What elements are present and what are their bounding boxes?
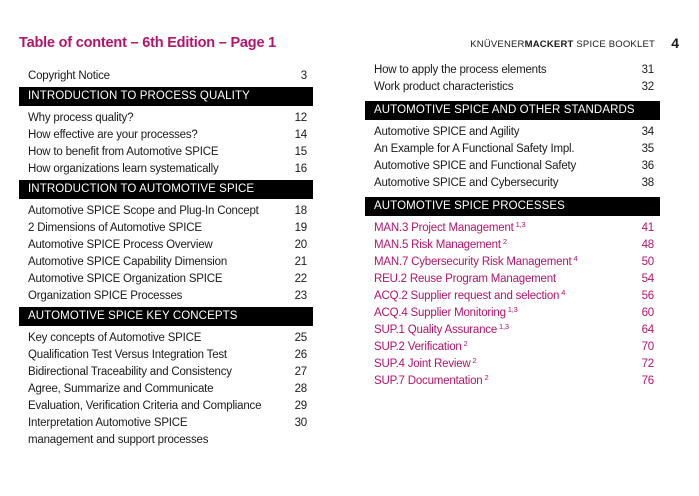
toc-entry[interactable] [365, 175, 660, 192]
toc-entry-page: 41 [641, 222, 654, 234]
toc-entry-label: Organization SPICE Processes [28, 290, 183, 302]
toc-entry[interactable] [19, 330, 313, 347]
toc-entry-page: 50 [641, 256, 654, 268]
toc-entry[interactable] [365, 124, 660, 141]
toc-entry-page: 64 [641, 324, 654, 336]
section-heading: AUTOMOTIVE SPICE KEY CONCEPTS [19, 307, 313, 326]
toc-entry-label: Automotive SPICE Capability Dimension [28, 256, 228, 268]
toc-entry-label: Interpretation Automotive SPICE [28, 417, 188, 429]
toc-entry-page: 20 [294, 239, 307, 251]
toc-entry-label: Automotive SPICE and Agility [374, 126, 520, 138]
toc-entry-process[interactable] [365, 322, 660, 339]
toc-entry-page: 16 [294, 163, 307, 175]
toc-entry[interactable] [19, 415, 313, 432]
page-number: 4 [671, 35, 679, 51]
toc-entry-page: 23 [294, 290, 307, 302]
toc-entry-label: SUP.2 Verification [374, 341, 462, 353]
toc-right-column [365, 62, 660, 390]
toc-entry-label: Bidirectional Traceability and Consistency [28, 366, 232, 378]
section-heading: INTRODUCTION TO AUTOMOTIVE SPICE [19, 180, 313, 199]
toc-title: Table of content – 6th Edition – Page 1 [19, 35, 276, 51]
toc-entry[interactable] [19, 144, 313, 161]
toc-entry-page: 3 [300, 70, 307, 82]
toc-entry-process[interactable] [365, 339, 660, 356]
toc-entry-process[interactable] [365, 237, 660, 254]
toc-entry-process[interactable] [365, 288, 660, 305]
toc-entry-process[interactable] [365, 373, 660, 390]
brand-part-2: MACKERT [524, 39, 574, 50]
toc-entry-label: Key concepts of Automotive SPICE [28, 332, 202, 344]
brand-part-1: KNÜVENER [470, 39, 525, 50]
toc-entry[interactable] [19, 237, 313, 254]
toc-entry-page: 26 [294, 349, 307, 361]
toc-entry-label: Evaluation, Verification Criteria and Compliance [28, 400, 262, 412]
toc-entry-label: SUP.7 Documentation [374, 375, 483, 387]
toc-entry-page: 54 [641, 273, 654, 285]
toc-entry[interactable] [19, 203, 313, 220]
toc-entry-label: management and support processes [28, 434, 209, 446]
toc-entry-label: ACQ.2 Supplier request and selection [374, 290, 560, 302]
toc-entry-page: 36 [641, 160, 654, 172]
toc-entry-page: 30 [294, 417, 307, 429]
toc-entry-page: 29 [294, 400, 307, 412]
toc-entry-page: 76 [641, 375, 654, 387]
toc-entry-page: 25 [294, 332, 307, 344]
toc-entry-label: How organizations learn systematically [28, 163, 219, 175]
toc-entry-label: Work product characteristics [374, 81, 514, 93]
footnote-ref: 2 [472, 356, 477, 365]
toc-entry[interactable] [365, 158, 660, 175]
toc-entry-page: 48 [641, 239, 654, 251]
toc-entry-label: SUP.1 Quality Assurance [374, 324, 498, 336]
toc-entry[interactable] [365, 79, 660, 96]
toc-entry-label: An Example for A Functional Safety Impl. [374, 143, 575, 155]
toc-entry-page: 35 [641, 143, 654, 155]
toc-entry[interactable] [19, 364, 313, 381]
toc-entry-label: Automotive SPICE and Functional Safety [374, 160, 577, 172]
toc-entry[interactable] [365, 62, 660, 79]
toc-entry-process[interactable] [365, 254, 660, 271]
toc-entry-page: 72 [641, 358, 654, 370]
toc-entry-page: 28 [294, 383, 307, 395]
toc-entry-page: 70 [641, 341, 654, 353]
toc-entry-label: How to benefit from Automotive SPICE [28, 146, 219, 158]
toc-entry-label: ACQ.4 Supplier Monitoring [374, 307, 506, 319]
toc-entry-label: How effective are your processes? [28, 129, 198, 141]
toc-entry-label: MAN.3 Project Management [374, 222, 514, 234]
toc-entry-process[interactable] [365, 356, 660, 373]
toc-entry-page: 27 [294, 366, 307, 378]
toc-entry-label: Qualification Test Versus Integration Test [28, 349, 227, 361]
footnote-ref: 1,3 [499, 322, 509, 331]
toc-entry[interactable] [19, 288, 313, 305]
toc-entry-label: SUP.4 Joint Review [374, 358, 471, 370]
toc-left-column [19, 68, 313, 449]
toc-entry[interactable] [19, 398, 313, 415]
toc-entry-label: Copyright Notice [28, 70, 110, 82]
toc-entry[interactable] [19, 161, 313, 178]
toc-entry[interactable] [19, 127, 313, 144]
toc-entry-label: MAN.5 Risk Management [374, 239, 501, 251]
toc-entry-page: 14 [294, 129, 307, 141]
toc-entry-continuation[interactable] [19, 432, 313, 449]
toc-entry-label: Why process quality? [28, 112, 134, 124]
footnote-ref: 1,3 [507, 305, 518, 314]
toc-entry-label: How to apply the process elements [374, 64, 547, 76]
toc-entry[interactable] [365, 141, 660, 158]
footnote-ref: 2 [484, 373, 489, 382]
toc-entry[interactable] [19, 271, 313, 288]
footnote-ref: 2 [463, 339, 468, 348]
toc-entry-label: MAN.7 Cybersecurity Risk Management [374, 256, 572, 268]
section-heading: AUTOMOTIVE SPICE PROCESSES [365, 197, 660, 216]
toc-entry-page: 18 [294, 205, 307, 217]
toc-entry[interactable] [19, 347, 313, 364]
toc-entry-page: 19 [294, 222, 307, 234]
toc-entry-page: 31 [641, 64, 654, 76]
section-heading: INTRODUCTION TO PROCESS QUALITY [19, 87, 313, 106]
toc-entry-process[interactable] [365, 305, 660, 322]
toc-entry-label: Agree, Summarize and Communicate [28, 383, 214, 395]
toc-entry-page: 22 [294, 273, 307, 285]
toc-entry-page: 38 [641, 177, 654, 189]
toc-entry-label: Automotive SPICE Process Overview [28, 239, 213, 251]
toc-entry-label: Automotive SPICE and Cybersecurity [374, 177, 559, 189]
toc-entry-page: 21 [294, 256, 307, 268]
toc-entry-label: REU.2 Reuse Program Management [374, 273, 556, 285]
footnote-ref: 4 [573, 254, 578, 263]
toc-entry[interactable] [19, 110, 313, 127]
toc-entry-page: 56 [641, 290, 654, 302]
toc-entry[interactable] [19, 220, 313, 237]
brand-part-3: SPICE BOOKLET [573, 39, 655, 50]
toc-entry-label: Automotive SPICE Organization SPICE [28, 273, 223, 285]
toc-entry[interactable] [19, 254, 313, 271]
toc-entry-process[interactable] [365, 220, 660, 237]
toc-entry-label: Automotive SPICE Scope and Plug-In Concept [28, 205, 259, 217]
toc-entry[interactable] [19, 381, 313, 398]
toc-entry[interactable] [19, 68, 313, 85]
toc-entry-page: 34 [641, 126, 654, 138]
brand-name [470, 39, 655, 50]
toc-entry-page: 60 [641, 307, 654, 319]
toc-entry-page: 12 [294, 112, 307, 124]
toc-entry-page: 32 [641, 81, 654, 93]
toc-entry-process[interactable] [365, 271, 660, 288]
toc-entry-page: 15 [294, 146, 307, 158]
footnote-ref: 1,3 [515, 220, 526, 229]
footnote-ref: 2 [502, 237, 507, 246]
toc-entry-label: 2 Dimensions of Automotive SPICE [28, 222, 202, 234]
section-heading: AUTOMOTIVE SPICE AND OTHER STANDARDS [365, 101, 660, 120]
footnote-ref: 4 [561, 288, 566, 297]
